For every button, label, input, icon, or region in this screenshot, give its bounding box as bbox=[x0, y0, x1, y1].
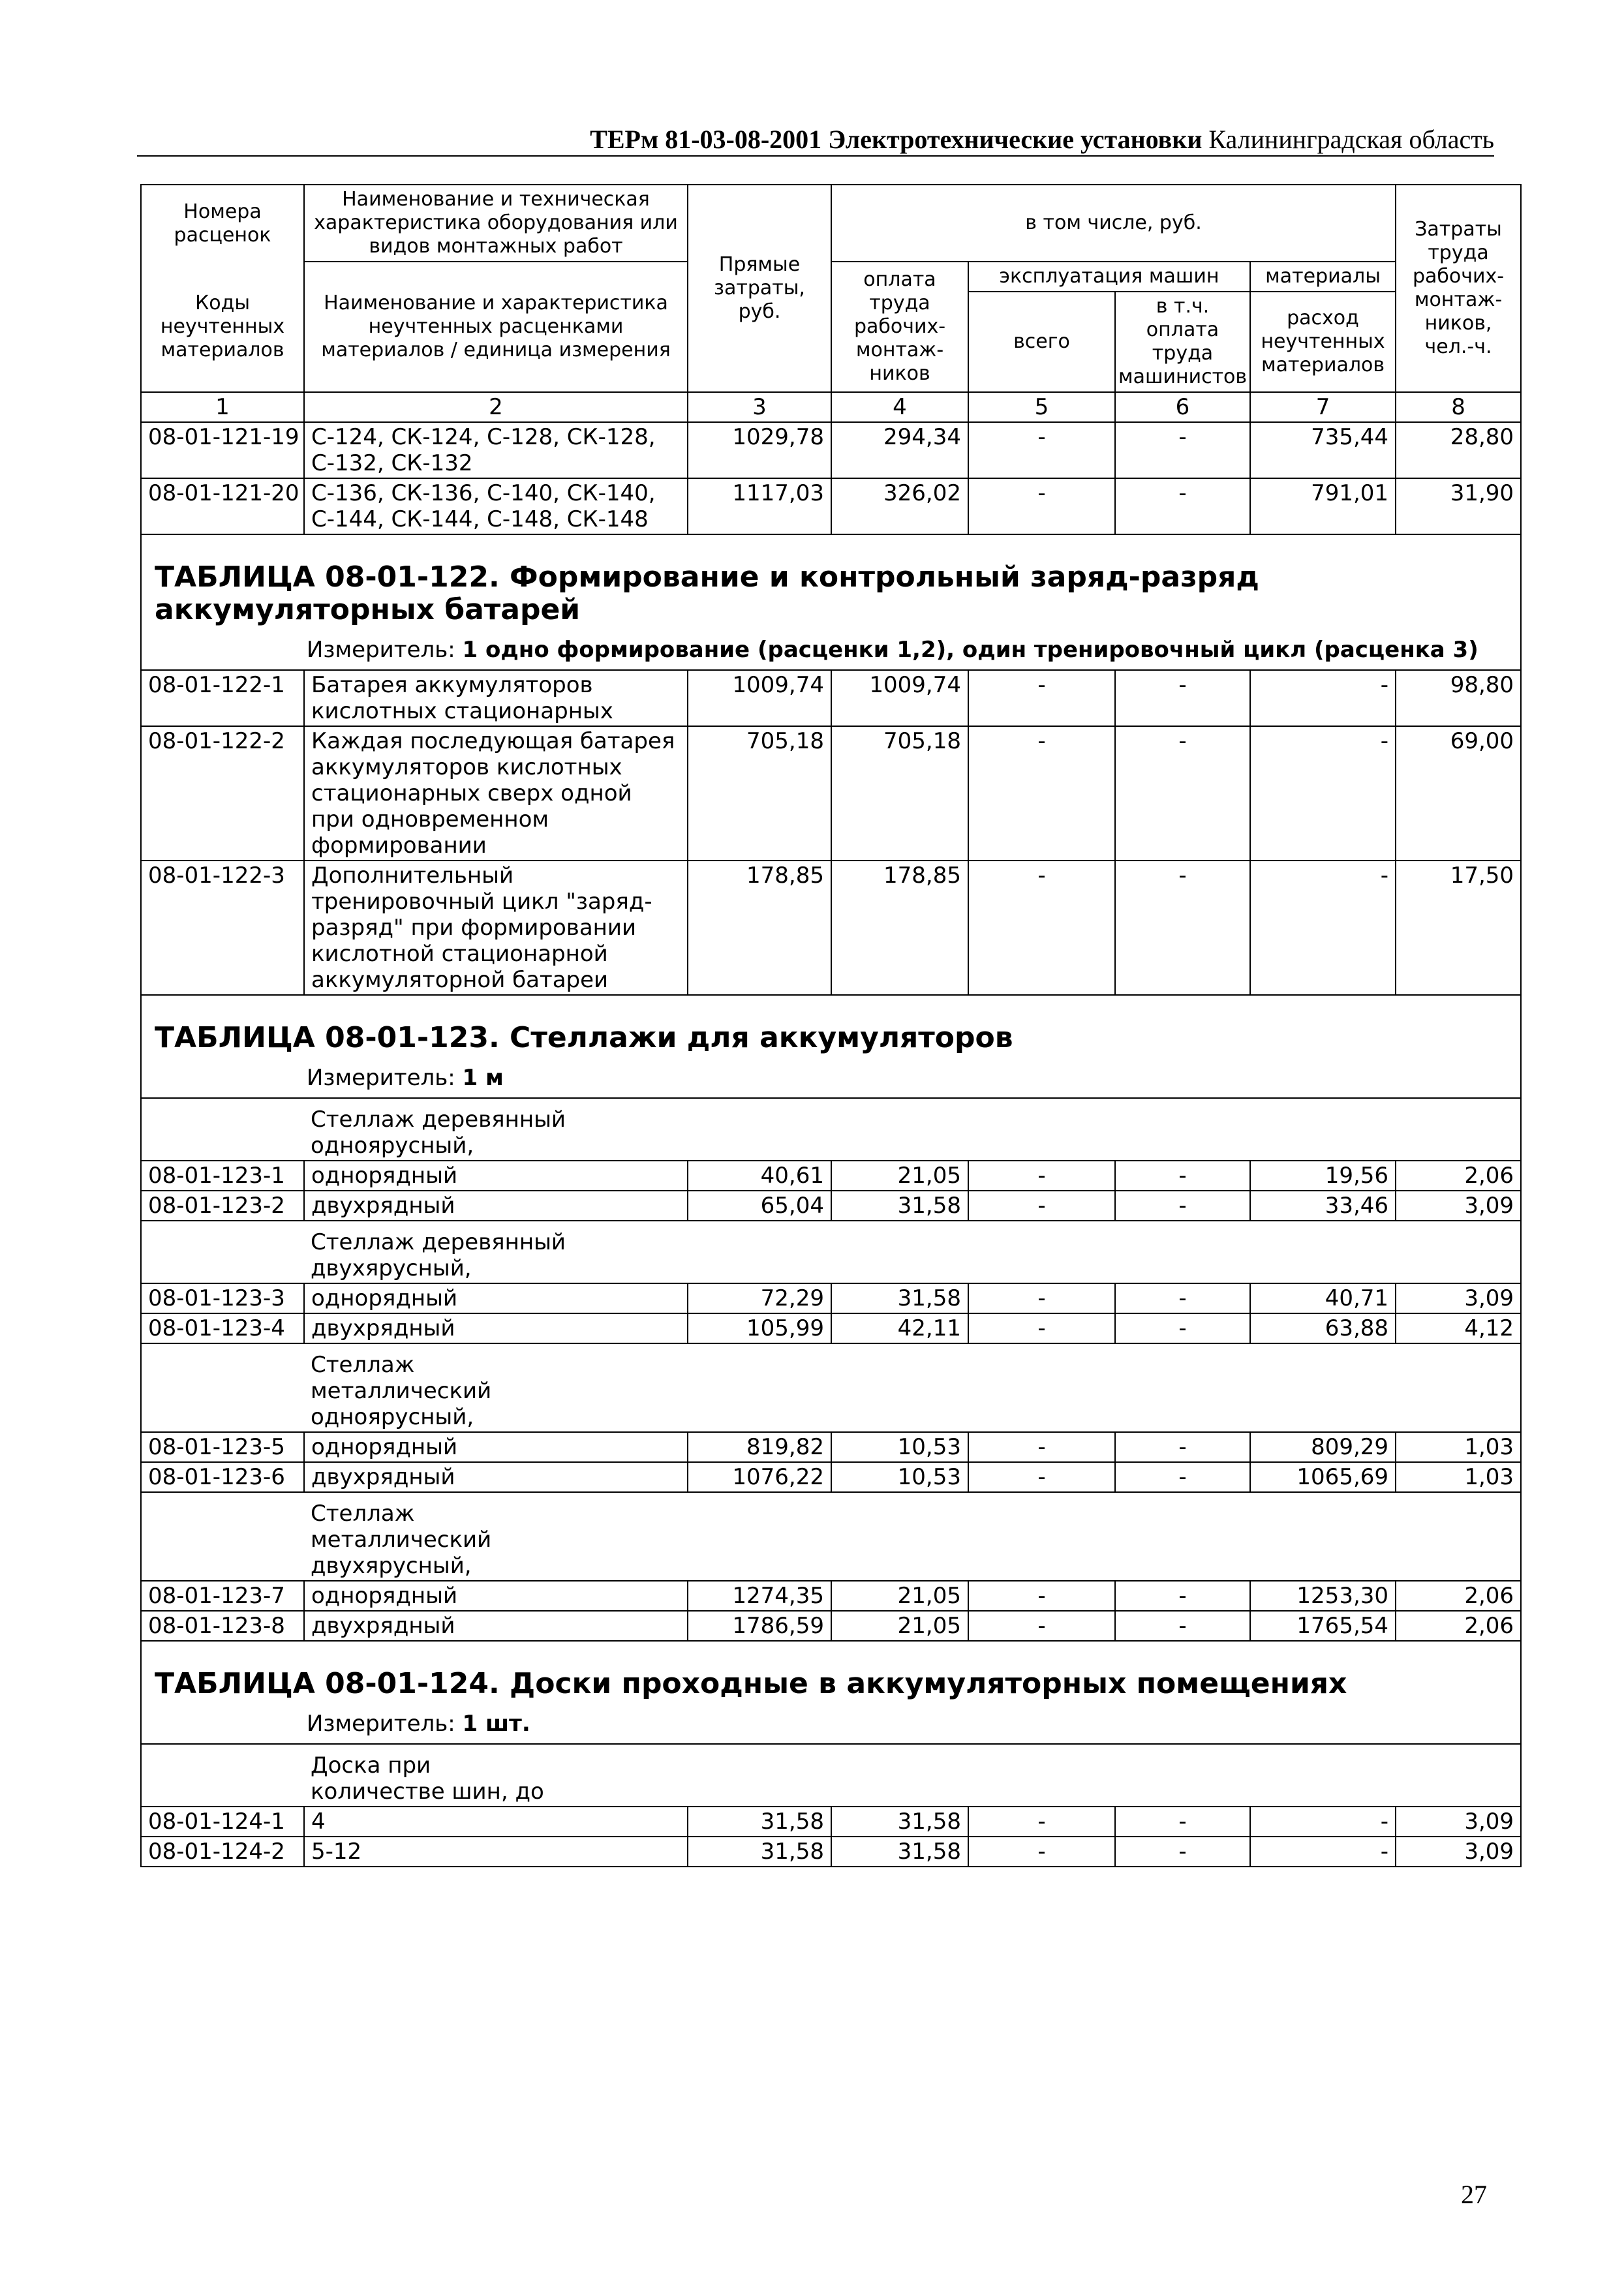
group-label bbox=[304, 1343, 1521, 1432]
work-name: однорядный bbox=[304, 1283, 688, 1313]
machine-total: - bbox=[968, 1837, 1115, 1867]
rate-code: 08-01-122-1 bbox=[141, 670, 304, 726]
rate-code: 08-01-122-3 bbox=[141, 861, 304, 995]
work-name: двухрядный bbox=[304, 1313, 688, 1343]
labor-hours: 31,90 bbox=[1396, 478, 1521, 534]
direct-cost: 1009,74 bbox=[688, 670, 831, 726]
worker-pay: 178,85 bbox=[831, 861, 968, 995]
direct-cost: 819,82 bbox=[688, 1432, 831, 1462]
work-name: однорядный bbox=[304, 1432, 688, 1462]
work-name: С-136, СК-136, С-140, СК-140, С-144, СК-144, С-148, СК-148 bbox=[304, 478, 688, 534]
page-number: 27 bbox=[1461, 2180, 1487, 2209]
worker-pay: 1009,74 bbox=[831, 670, 968, 726]
worker-pay: 42,11 bbox=[831, 1313, 968, 1343]
table-row bbox=[141, 1432, 1521, 1462]
work-name: Каждая последующая батарея аккумуляторов кислотных стационарных сверх одной при одновременном формировании bbox=[304, 726, 688, 861]
direct-cost: 1117,03 bbox=[688, 478, 831, 534]
worker-pay: 31,58 bbox=[831, 1807, 968, 1837]
worker-pay: 326,02 bbox=[831, 478, 968, 534]
worker-pay: 21,05 bbox=[831, 1611, 968, 1641]
direct-cost: 31,58 bbox=[688, 1807, 831, 1837]
measure-value: 1 м bbox=[462, 1065, 504, 1091]
labor-hours: 1,03 bbox=[1396, 1432, 1521, 1462]
col-number: 1 bbox=[141, 392, 304, 422]
rate-code: 08-01-124-2 bbox=[141, 1837, 304, 1867]
header-row-2 bbox=[141, 262, 1521, 292]
measure-value: 1 одно формирование (расценки 1,2), один тренировочный цикл (расценка 3) bbox=[462, 637, 1478, 663]
machine-total: - bbox=[968, 422, 1115, 478]
materials-cost: 1765,54 bbox=[1250, 1611, 1396, 1641]
direct-cost: 105,99 bbox=[688, 1313, 831, 1343]
col-header-name: Наименование и техническая характеристика оборудования или видов монтажных работ bbox=[304, 185, 688, 262]
machinist-pay: - bbox=[1115, 1161, 1250, 1191]
machinist-pay: - bbox=[1115, 478, 1250, 534]
machine-total: - bbox=[968, 1432, 1115, 1462]
worker-pay: 21,05 bbox=[831, 1161, 968, 1191]
rate-code: 08-01-124-1 bbox=[141, 1807, 304, 1837]
group-label-row bbox=[141, 1221, 1521, 1283]
worker-pay: 31,58 bbox=[831, 1283, 968, 1313]
rate-code: 08-01-123-7 bbox=[141, 1581, 304, 1611]
work-name: 5-12 bbox=[304, 1837, 688, 1867]
header-document-title: ТЕРм 81-03-08-2001 Электротехнические установки bbox=[590, 125, 1203, 154]
column-number-row bbox=[141, 392, 1521, 422]
header-rule bbox=[137, 155, 1494, 157]
rates-table bbox=[140, 184, 1522, 1867]
col-header-codes: Коды неучтенных материалов bbox=[141, 262, 304, 392]
group-label bbox=[304, 1492, 1521, 1581]
rate-code: 08-01-123-3 bbox=[141, 1283, 304, 1313]
col-header-including: в том числе, руб. bbox=[831, 185, 1396, 262]
rate-code: 08-01-123-2 bbox=[141, 1191, 304, 1221]
direct-cost: 1786,59 bbox=[688, 1611, 831, 1641]
measure-line bbox=[148, 1061, 1514, 1097]
machine-total: - bbox=[968, 1161, 1115, 1191]
materials-cost: 809,29 bbox=[1250, 1432, 1396, 1462]
direct-cost: 40,61 bbox=[688, 1161, 831, 1191]
section-title: ТАБЛИЦА 08-01-124. Доски проходные в аккумуляторных помещениях bbox=[155, 1667, 1347, 1700]
table-row bbox=[141, 1837, 1521, 1867]
machine-total: - bbox=[968, 1313, 1115, 1343]
col-header-mat-use: расход неучтенных материалов bbox=[1250, 292, 1396, 392]
group-label-row bbox=[141, 1343, 1521, 1432]
machinist-pay: - bbox=[1115, 1581, 1250, 1611]
header-region: Калининградская область bbox=[1208, 125, 1494, 154]
section-header-row bbox=[141, 995, 1521, 1098]
section-header bbox=[141, 1641, 1521, 1744]
rate-code: 08-01-123-4 bbox=[141, 1313, 304, 1343]
worker-pay: 31,58 bbox=[831, 1837, 968, 1867]
section-header-row bbox=[141, 534, 1521, 670]
table-row bbox=[141, 1611, 1521, 1641]
labor-hours: 17,50 bbox=[1396, 861, 1521, 995]
measure-line bbox=[148, 633, 1514, 669]
materials-cost: - bbox=[1250, 670, 1396, 726]
machinist-pay: - bbox=[1115, 670, 1250, 726]
machinist-pay: - bbox=[1115, 1432, 1250, 1462]
table-row bbox=[141, 1313, 1521, 1343]
table-row bbox=[141, 1581, 1521, 1611]
labor-hours: 2,06 bbox=[1396, 1161, 1521, 1191]
col-header-labor: Затраты труда рабочих-монтаж-ников, чел.-ч. bbox=[1396, 185, 1521, 392]
labor-hours: 3,09 bbox=[1396, 1837, 1521, 1867]
work-name: однорядный bbox=[304, 1161, 688, 1191]
machine-total: - bbox=[968, 670, 1115, 726]
section-title: ТАБЛИЦА 08-01-123. Стеллажи для аккумуляторов bbox=[155, 1021, 1013, 1054]
work-name: двухрядный bbox=[304, 1611, 688, 1641]
col-header-materials: материалы bbox=[1250, 262, 1396, 292]
table-row bbox=[141, 422, 1521, 478]
page-header bbox=[137, 124, 1494, 155]
labor-hours: 1,03 bbox=[1396, 1462, 1521, 1492]
machinist-pay: - bbox=[1115, 861, 1250, 995]
labor-hours: 2,06 bbox=[1396, 1611, 1521, 1641]
materials-cost: 1065,69 bbox=[1250, 1462, 1396, 1492]
section-header bbox=[141, 995, 1521, 1098]
machinist-pay: - bbox=[1115, 1191, 1250, 1221]
direct-cost: 65,04 bbox=[688, 1191, 831, 1221]
worker-pay: 21,05 bbox=[831, 1581, 968, 1611]
direct-cost: 1274,35 bbox=[688, 1581, 831, 1611]
worker-pay: 31,58 bbox=[831, 1191, 968, 1221]
group-label bbox=[304, 1744, 1521, 1807]
machine-total: - bbox=[968, 1581, 1115, 1611]
materials-cost: 33,46 bbox=[1250, 1191, 1396, 1221]
group-label-blank bbox=[141, 1098, 304, 1161]
measure-value: 1 шт. bbox=[462, 1711, 530, 1737]
group-label-blank bbox=[141, 1343, 304, 1432]
materials-cost: - bbox=[1250, 726, 1396, 861]
col-number: 5 bbox=[968, 392, 1115, 422]
labor-hours: 3,09 bbox=[1396, 1283, 1521, 1313]
materials-cost: 19,56 bbox=[1250, 1161, 1396, 1191]
direct-cost: 1029,78 bbox=[688, 422, 831, 478]
col-header-name2: Наименование и характеристика неучтенных расценками материалов / единица измерения bbox=[304, 262, 688, 392]
rate-code: 08-01-123-1 bbox=[141, 1161, 304, 1191]
direct-cost: 705,18 bbox=[688, 726, 831, 861]
materials-cost: - bbox=[1250, 1807, 1396, 1837]
labor-hours: 98,80 bbox=[1396, 670, 1521, 726]
table-row bbox=[141, 1191, 1521, 1221]
machinist-pay: - bbox=[1115, 422, 1250, 478]
col-number: 3 bbox=[688, 392, 831, 422]
col-number: 2 bbox=[304, 392, 688, 422]
group-label-blank bbox=[141, 1221, 304, 1283]
col-number: 8 bbox=[1396, 392, 1521, 422]
group-label-row bbox=[141, 1492, 1521, 1581]
group-label-text: Стеллаж деревянный двухярусный, bbox=[311, 1229, 566, 1281]
group-label-text: Стеллаж металлический одноярусный, bbox=[311, 1352, 492, 1430]
worker-pay: 705,18 bbox=[831, 726, 968, 861]
table-row bbox=[141, 478, 1521, 534]
machinist-pay: - bbox=[1115, 1837, 1250, 1867]
table-row bbox=[141, 726, 1521, 861]
machinist-pay: - bbox=[1115, 726, 1250, 861]
measure-label: Измеритель: bbox=[307, 1711, 455, 1737]
machinist-pay: - bbox=[1115, 1283, 1250, 1313]
materials-cost: 40,71 bbox=[1250, 1283, 1396, 1313]
col-header-total: всего bbox=[968, 292, 1115, 392]
rate-code: 08-01-123-6 bbox=[141, 1462, 304, 1492]
labor-hours: 4,12 bbox=[1396, 1313, 1521, 1343]
labor-hours: 2,06 bbox=[1396, 1581, 1521, 1611]
table-row bbox=[141, 1283, 1521, 1313]
materials-cost: 791,01 bbox=[1250, 478, 1396, 534]
worker-pay: 294,34 bbox=[831, 422, 968, 478]
group-label-blank bbox=[141, 1744, 304, 1807]
measure-label: Измеритель: bbox=[307, 637, 455, 663]
labor-hours: 3,09 bbox=[1396, 1191, 1521, 1221]
rate-code: 08-01-123-5 bbox=[141, 1432, 304, 1462]
measure-line bbox=[148, 1707, 1514, 1743]
labor-hours: 69,00 bbox=[1396, 726, 1521, 861]
direct-cost: 178,85 bbox=[688, 861, 831, 995]
materials-cost: 63,88 bbox=[1250, 1313, 1396, 1343]
col-header-machines: эксплуатация машин bbox=[968, 262, 1250, 292]
table-row bbox=[141, 861, 1521, 995]
machinist-pay: - bbox=[1115, 1807, 1250, 1837]
direct-cost: 31,58 bbox=[688, 1837, 831, 1867]
group-label-blank bbox=[141, 1492, 304, 1581]
direct-cost: 72,29 bbox=[688, 1283, 831, 1313]
materials-cost: - bbox=[1250, 861, 1396, 995]
table-row bbox=[141, 670, 1521, 726]
labor-hours: 28,80 bbox=[1396, 422, 1521, 478]
group-label-text: Доска при количестве шин, до bbox=[311, 1752, 544, 1805]
work-name: двухрядный bbox=[304, 1191, 688, 1221]
group-label-row bbox=[141, 1098, 1521, 1161]
group-label bbox=[304, 1098, 1521, 1161]
rate-code: 08-01-122-2 bbox=[141, 726, 304, 861]
labor-hours: 3,09 bbox=[1396, 1807, 1521, 1837]
group-label-text: Стеллаж металлический двухярусный, bbox=[311, 1501, 492, 1579]
machine-total: - bbox=[968, 1462, 1115, 1492]
work-name: 4 bbox=[304, 1807, 688, 1837]
section-title: ТАБЛИЦА 08-01-122. Формирование и контрольный заряд-разряд аккумуляторных батарей bbox=[155, 560, 1259, 626]
section-header bbox=[141, 534, 1521, 670]
measure-label: Измеритель: bbox=[307, 1065, 455, 1091]
col-header-num: Номера расценок bbox=[141, 185, 304, 262]
group-label-row bbox=[141, 1744, 1521, 1807]
direct-cost: 1076,22 bbox=[688, 1462, 831, 1492]
col-header-incl-pay: в т.ч. оплата труда машинистов bbox=[1115, 292, 1250, 392]
table-row bbox=[141, 1807, 1521, 1837]
machine-total: - bbox=[968, 861, 1115, 995]
col-header-direct: Прямые затраты, руб. bbox=[688, 185, 831, 392]
rate-code: 08-01-123-8 bbox=[141, 1611, 304, 1641]
table-row bbox=[141, 1462, 1521, 1492]
machinist-pay: - bbox=[1115, 1462, 1250, 1492]
section-header-row bbox=[141, 1641, 1521, 1744]
machine-total: - bbox=[968, 1191, 1115, 1221]
worker-pay: 10,53 bbox=[831, 1462, 968, 1492]
machinist-pay: - bbox=[1115, 1313, 1250, 1343]
rate-code: 08-01-121-20 bbox=[141, 478, 304, 534]
group-label bbox=[304, 1221, 1521, 1283]
materials-cost: 1253,30 bbox=[1250, 1581, 1396, 1611]
work-name: С-124, СК-124, С-128, СК-128, С-132, СК-132 bbox=[304, 422, 688, 478]
machine-total: - bbox=[968, 478, 1115, 534]
work-name: однорядный bbox=[304, 1581, 688, 1611]
table-row bbox=[141, 1161, 1521, 1191]
machinist-pay: - bbox=[1115, 1611, 1250, 1641]
col-number: 6 bbox=[1115, 392, 1250, 422]
worker-pay: 10,53 bbox=[831, 1432, 968, 1462]
rates-table-body bbox=[141, 185, 1521, 1867]
header-row-1 bbox=[141, 185, 1521, 262]
materials-cost: - bbox=[1250, 1837, 1396, 1867]
group-label-text: Стеллаж деревянный одноярусный, bbox=[311, 1107, 566, 1159]
machine-total: - bbox=[968, 726, 1115, 861]
machine-total: - bbox=[968, 1807, 1115, 1837]
col-header-pay: оплата труда рабочих-монтаж-ников bbox=[831, 262, 968, 392]
machine-total: - bbox=[968, 1611, 1115, 1641]
col-number: 7 bbox=[1250, 392, 1396, 422]
col-number: 4 bbox=[831, 392, 968, 422]
work-name: Дополнительный тренировочный цикл "заряд-разряд" при формировании кислотной стационарной аккумуляторной батареи bbox=[304, 861, 688, 995]
machine-total: - bbox=[968, 1283, 1115, 1313]
work-name: двухрядный bbox=[304, 1462, 688, 1492]
work-name: Батарея аккумуляторов кислотных стационарных bbox=[304, 670, 688, 726]
rate-code: 08-01-121-19 bbox=[141, 422, 304, 478]
materials-cost: 735,44 bbox=[1250, 422, 1396, 478]
